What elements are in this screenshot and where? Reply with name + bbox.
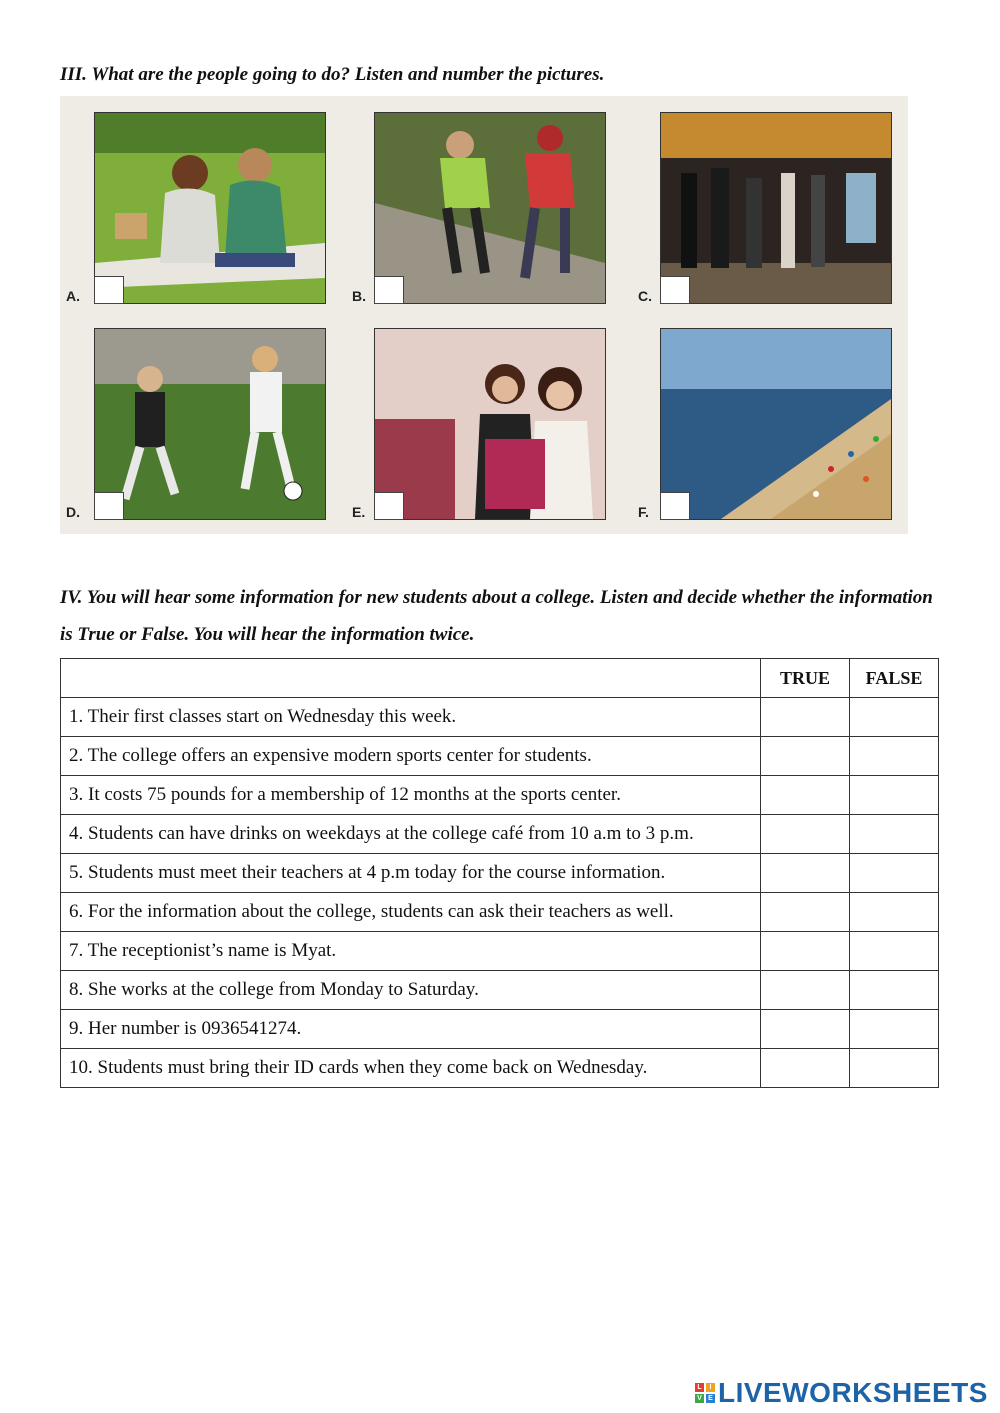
table-row bbox=[61, 854, 939, 893]
true-column-header: TRUE bbox=[761, 659, 850, 698]
statement-text: 4. Students can have drinks on weekdays at the college café from 10 a.m to 3 p.m. bbox=[61, 815, 761, 854]
false-answer-box[interactable] bbox=[850, 815, 939, 854]
pictures-panel bbox=[60, 96, 908, 534]
picture-d-answer-box[interactable] bbox=[94, 492, 124, 520]
false-answer-box[interactable] bbox=[850, 776, 939, 815]
statement-text: 8. She works at the college from Monday to Saturday. bbox=[61, 971, 761, 1010]
true-false-table bbox=[60, 658, 939, 1088]
false-answer-box[interactable] bbox=[850, 1010, 939, 1049]
picture-e-letter: E. bbox=[352, 504, 366, 520]
table-header-row bbox=[61, 659, 939, 698]
true-answer-box[interactable] bbox=[761, 932, 850, 971]
picture-d-letter: D. bbox=[66, 504, 80, 520]
true-answer-box[interactable] bbox=[761, 971, 850, 1010]
true-answer-box[interactable] bbox=[761, 854, 850, 893]
logo-mark-icon bbox=[694, 1382, 716, 1404]
statement-column-header bbox=[61, 659, 761, 698]
false-answer-box[interactable] bbox=[850, 893, 939, 932]
false-column-header: FALSE bbox=[850, 659, 939, 698]
table-row bbox=[61, 815, 939, 854]
true-answer-box[interactable] bbox=[761, 737, 850, 776]
logo-mark-cell: I bbox=[706, 1383, 715, 1392]
logo-mark-cell: E bbox=[706, 1394, 715, 1403]
false-answer-box[interactable] bbox=[850, 737, 939, 776]
picture-c-answer-box[interactable] bbox=[660, 276, 690, 304]
liveworksheets-logo[interactable] bbox=[694, 1376, 988, 1410]
picture-a-letter: A. bbox=[66, 288, 80, 304]
logo-mark-cell: L bbox=[695, 1383, 704, 1392]
section-3-heading: III. What are the people going to do? Listen and number the pictures. bbox=[60, 64, 605, 85]
statement-text: 5. Students must meet their teachers at 4 p.m today for the course information. bbox=[61, 854, 761, 893]
picture-b-answer-box[interactable] bbox=[374, 276, 404, 304]
true-answer-box[interactable] bbox=[761, 893, 850, 932]
picture-f-answer-box[interactable] bbox=[660, 492, 690, 520]
picture-e-answer-box[interactable] bbox=[374, 492, 404, 520]
false-answer-box[interactable] bbox=[850, 1049, 939, 1088]
statement-text: 3. It costs 75 pounds for a membership of 12 months at the sports center. bbox=[61, 776, 761, 815]
statement-text: 9. Her number is 0936541274. bbox=[61, 1010, 761, 1049]
false-answer-box[interactable] bbox=[850, 698, 939, 737]
beach-photo bbox=[660, 328, 892, 520]
shopping-photo bbox=[374, 328, 606, 520]
logo-text: LIVEWORKSHEETS bbox=[718, 1377, 988, 1408]
statement-text: 7. The receptionist’s name is Myat. bbox=[61, 932, 761, 971]
true-answer-box[interactable] bbox=[761, 815, 850, 854]
statement-text: 10. Students must bring their ID cards when they come back on Wednesday. bbox=[61, 1049, 761, 1088]
table-row bbox=[61, 932, 939, 971]
true-answer-box[interactable] bbox=[761, 1049, 850, 1088]
true-answer-box[interactable] bbox=[761, 698, 850, 737]
cinema-queue-photo bbox=[660, 112, 892, 304]
table-row bbox=[61, 1049, 939, 1088]
true-answer-box[interactable] bbox=[761, 776, 850, 815]
rollerblading-photo bbox=[374, 112, 606, 304]
statement-text: 6. For the information about the college, students can ask their teachers as well. bbox=[61, 893, 761, 932]
true-answer-box[interactable] bbox=[761, 1010, 850, 1049]
section-4-heading: IV. You will hear some information for new students about a college. Listen and decide whether the information is True or False. You will hear the information twice. bbox=[60, 587, 933, 645]
false-answer-box[interactable] bbox=[850, 971, 939, 1010]
picture-f-letter: F. bbox=[638, 504, 649, 520]
table-row bbox=[61, 776, 939, 815]
picnic-photo bbox=[94, 112, 326, 304]
table-row bbox=[61, 971, 939, 1010]
football-photo bbox=[94, 328, 326, 520]
table-row bbox=[61, 893, 939, 932]
table-row bbox=[61, 737, 939, 776]
statement-text: 2. The college offers an expensive modern sports center for students. bbox=[61, 737, 761, 776]
statement-text: 1. Their first classes start on Wednesday this week. bbox=[61, 698, 761, 737]
table-row bbox=[61, 1010, 939, 1049]
picture-c-letter: C. bbox=[638, 288, 652, 304]
logo-mark-cell: V bbox=[695, 1394, 704, 1403]
picture-b-letter: B. bbox=[352, 288, 366, 304]
false-answer-box[interactable] bbox=[850, 932, 939, 971]
false-answer-box[interactable] bbox=[850, 854, 939, 893]
table-row bbox=[61, 698, 939, 737]
picture-a-answer-box[interactable] bbox=[94, 276, 124, 304]
